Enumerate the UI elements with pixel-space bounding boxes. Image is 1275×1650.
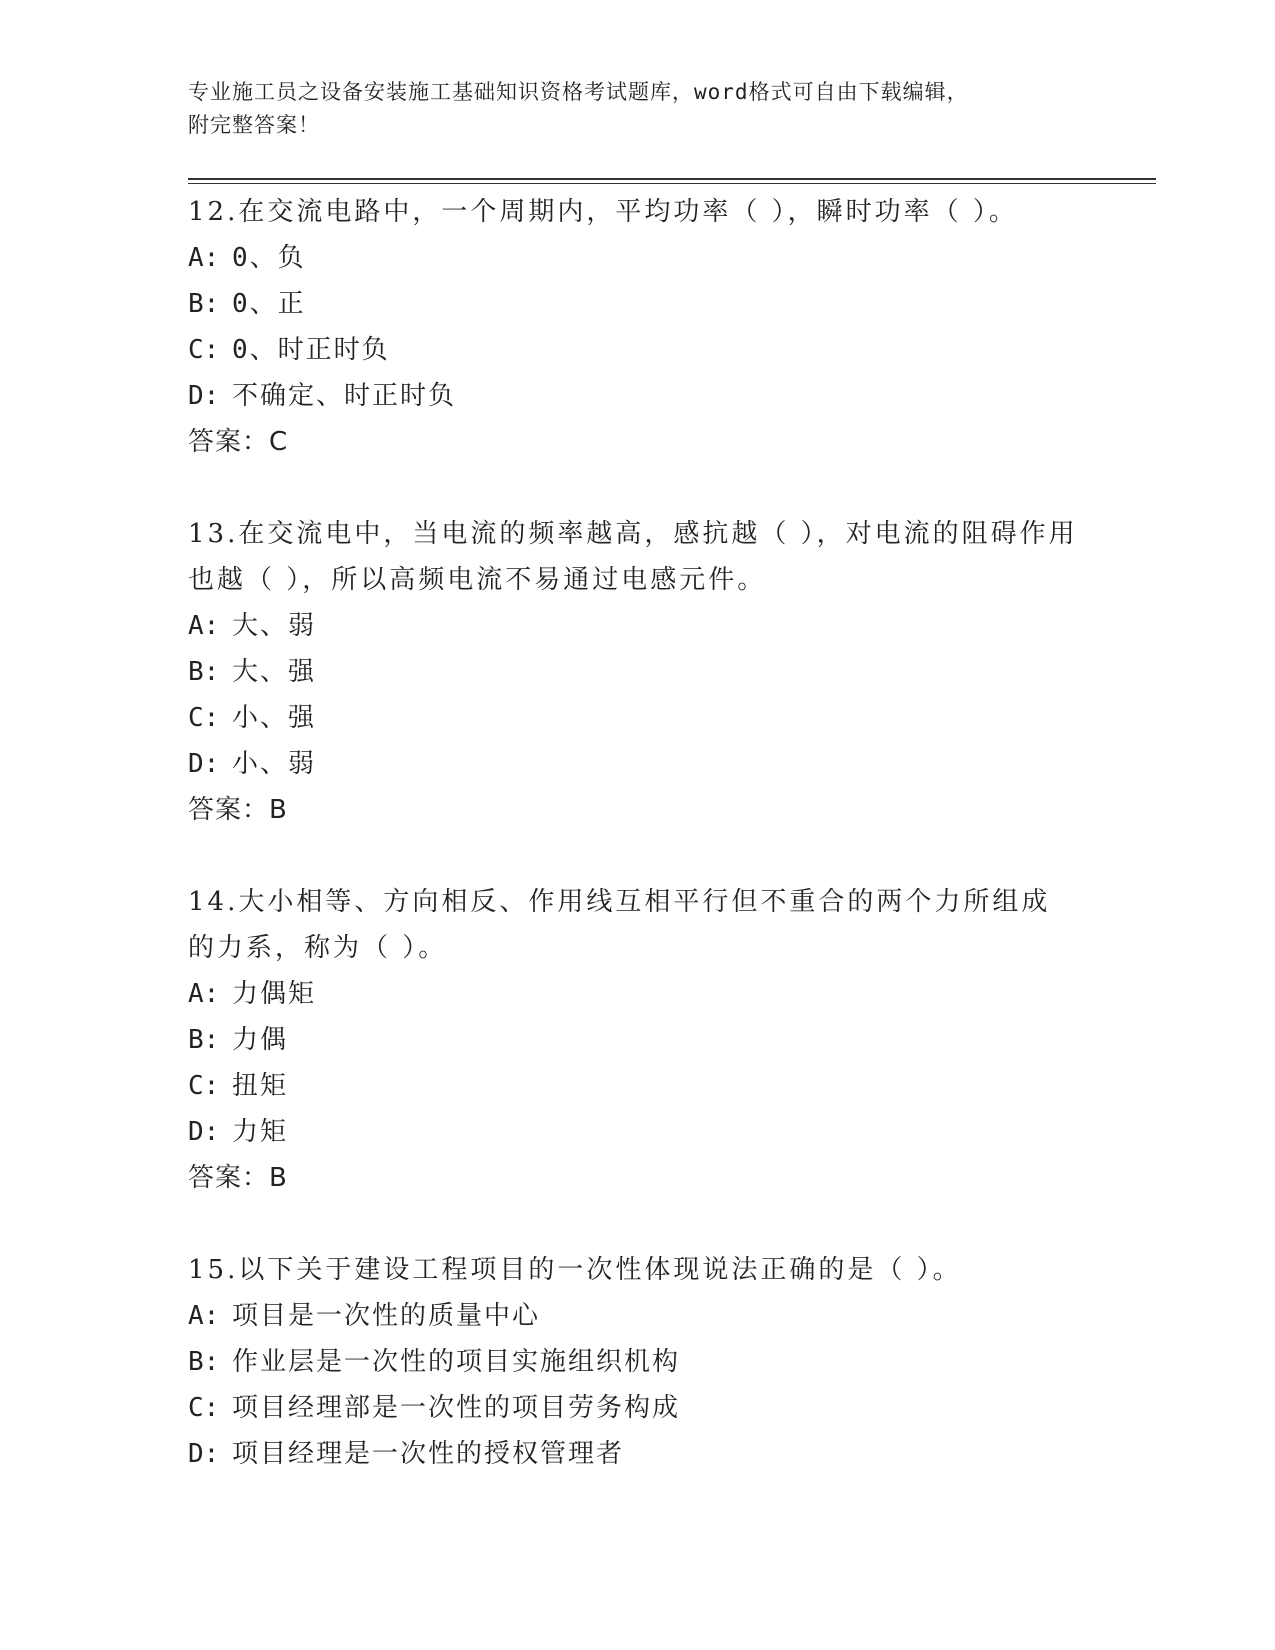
question-stem: 13.在交流电中，当电流的频率越高，感抗越（ ），对电流的阻碍作用也越（ ），所以高频电流不易通过电感元件。 xyxy=(188,519,1078,595)
option-label: D: xyxy=(188,749,220,779)
question-15 xyxy=(188,1247,1088,1477)
option-label: B: xyxy=(188,289,220,319)
question-14 xyxy=(188,879,1088,1201)
option-b xyxy=(188,281,1088,327)
option-text: 作业层是一次性的项目实施组织机构 xyxy=(232,1347,681,1377)
option-text: 项目经理部是一次性的项目劳务构成 xyxy=(232,1393,681,1423)
option-b xyxy=(188,1017,1088,1063)
option-label: C: xyxy=(188,703,220,733)
question-stem: 14.大小相等、方向相反、作用线互相平行但不重合的两个力所组成的力系，称为（ ）。 xyxy=(188,887,1051,963)
option-label: A: xyxy=(188,611,220,641)
option-text: 力矩 xyxy=(232,1117,289,1147)
option-text: 0、正 xyxy=(232,289,306,319)
option-a xyxy=(188,603,1088,649)
option-label: C: xyxy=(188,335,220,365)
option-text: 力偶矩 xyxy=(232,979,317,1009)
option-label: D: xyxy=(188,1439,220,1469)
header-line-2: 附完整答案！ xyxy=(188,113,320,137)
option-label: B: xyxy=(188,1347,220,1377)
header-divider-thin xyxy=(188,183,1156,184)
option-text: 不确定、时正时负 xyxy=(232,381,457,411)
question-13 xyxy=(188,511,1088,833)
question-list xyxy=(188,189,1088,1523)
question-stem: 15.以下关于建设工程项目的一次性体现说法正确的是（ ）。 xyxy=(188,1255,962,1285)
option-label: A: xyxy=(188,243,220,273)
option-a xyxy=(188,235,1088,281)
document-header xyxy=(188,76,1088,142)
option-label: B: xyxy=(188,1025,220,1055)
question-stem: 12.在交流电路中，一个周期内，平均功率（ ），瞬时功率（ ）。 xyxy=(188,197,1018,227)
option-label: A: xyxy=(188,1301,220,1331)
option-text: 扭矩 xyxy=(232,1071,289,1101)
option-text: 大、弱 xyxy=(232,611,317,641)
option-text: 0、时正时负 xyxy=(232,335,390,365)
option-a xyxy=(188,971,1088,1017)
option-label: B: xyxy=(188,657,220,687)
header-divider-thick xyxy=(188,178,1156,180)
option-text: 0、负 xyxy=(232,243,306,273)
header-line-1: 专业施工员之设备安装施工基础知识资格考试题库，word格式可自由下载编辑， xyxy=(188,80,969,104)
option-a xyxy=(188,1293,1088,1339)
option-label: D: xyxy=(188,381,220,411)
option-text: 大、强 xyxy=(232,657,317,687)
option-b xyxy=(188,1339,1088,1385)
question-12 xyxy=(188,189,1088,465)
option-c xyxy=(188,695,1088,741)
option-text: 项目经理是一次性的授权管理者 xyxy=(232,1439,625,1469)
option-c xyxy=(188,1063,1088,1109)
option-d xyxy=(188,1431,1088,1477)
option-b xyxy=(188,649,1088,695)
option-text: 小、弱 xyxy=(232,749,317,779)
answer: 答案：B xyxy=(188,795,288,825)
option-label: D: xyxy=(188,1117,220,1147)
option-text: 项目是一次性的质量中心 xyxy=(232,1301,541,1331)
option-d xyxy=(188,1109,1088,1155)
option-c xyxy=(188,327,1088,373)
option-text: 小、强 xyxy=(232,703,317,733)
option-label: A: xyxy=(188,979,220,1009)
option-c xyxy=(188,1385,1088,1431)
answer: 答案：C xyxy=(188,427,289,457)
option-d xyxy=(188,741,1088,787)
option-d xyxy=(188,373,1088,419)
answer: 答案：B xyxy=(188,1163,288,1193)
option-label: C: xyxy=(188,1071,220,1101)
option-text: 力偶 xyxy=(232,1025,289,1055)
option-label: C: xyxy=(188,1393,220,1423)
